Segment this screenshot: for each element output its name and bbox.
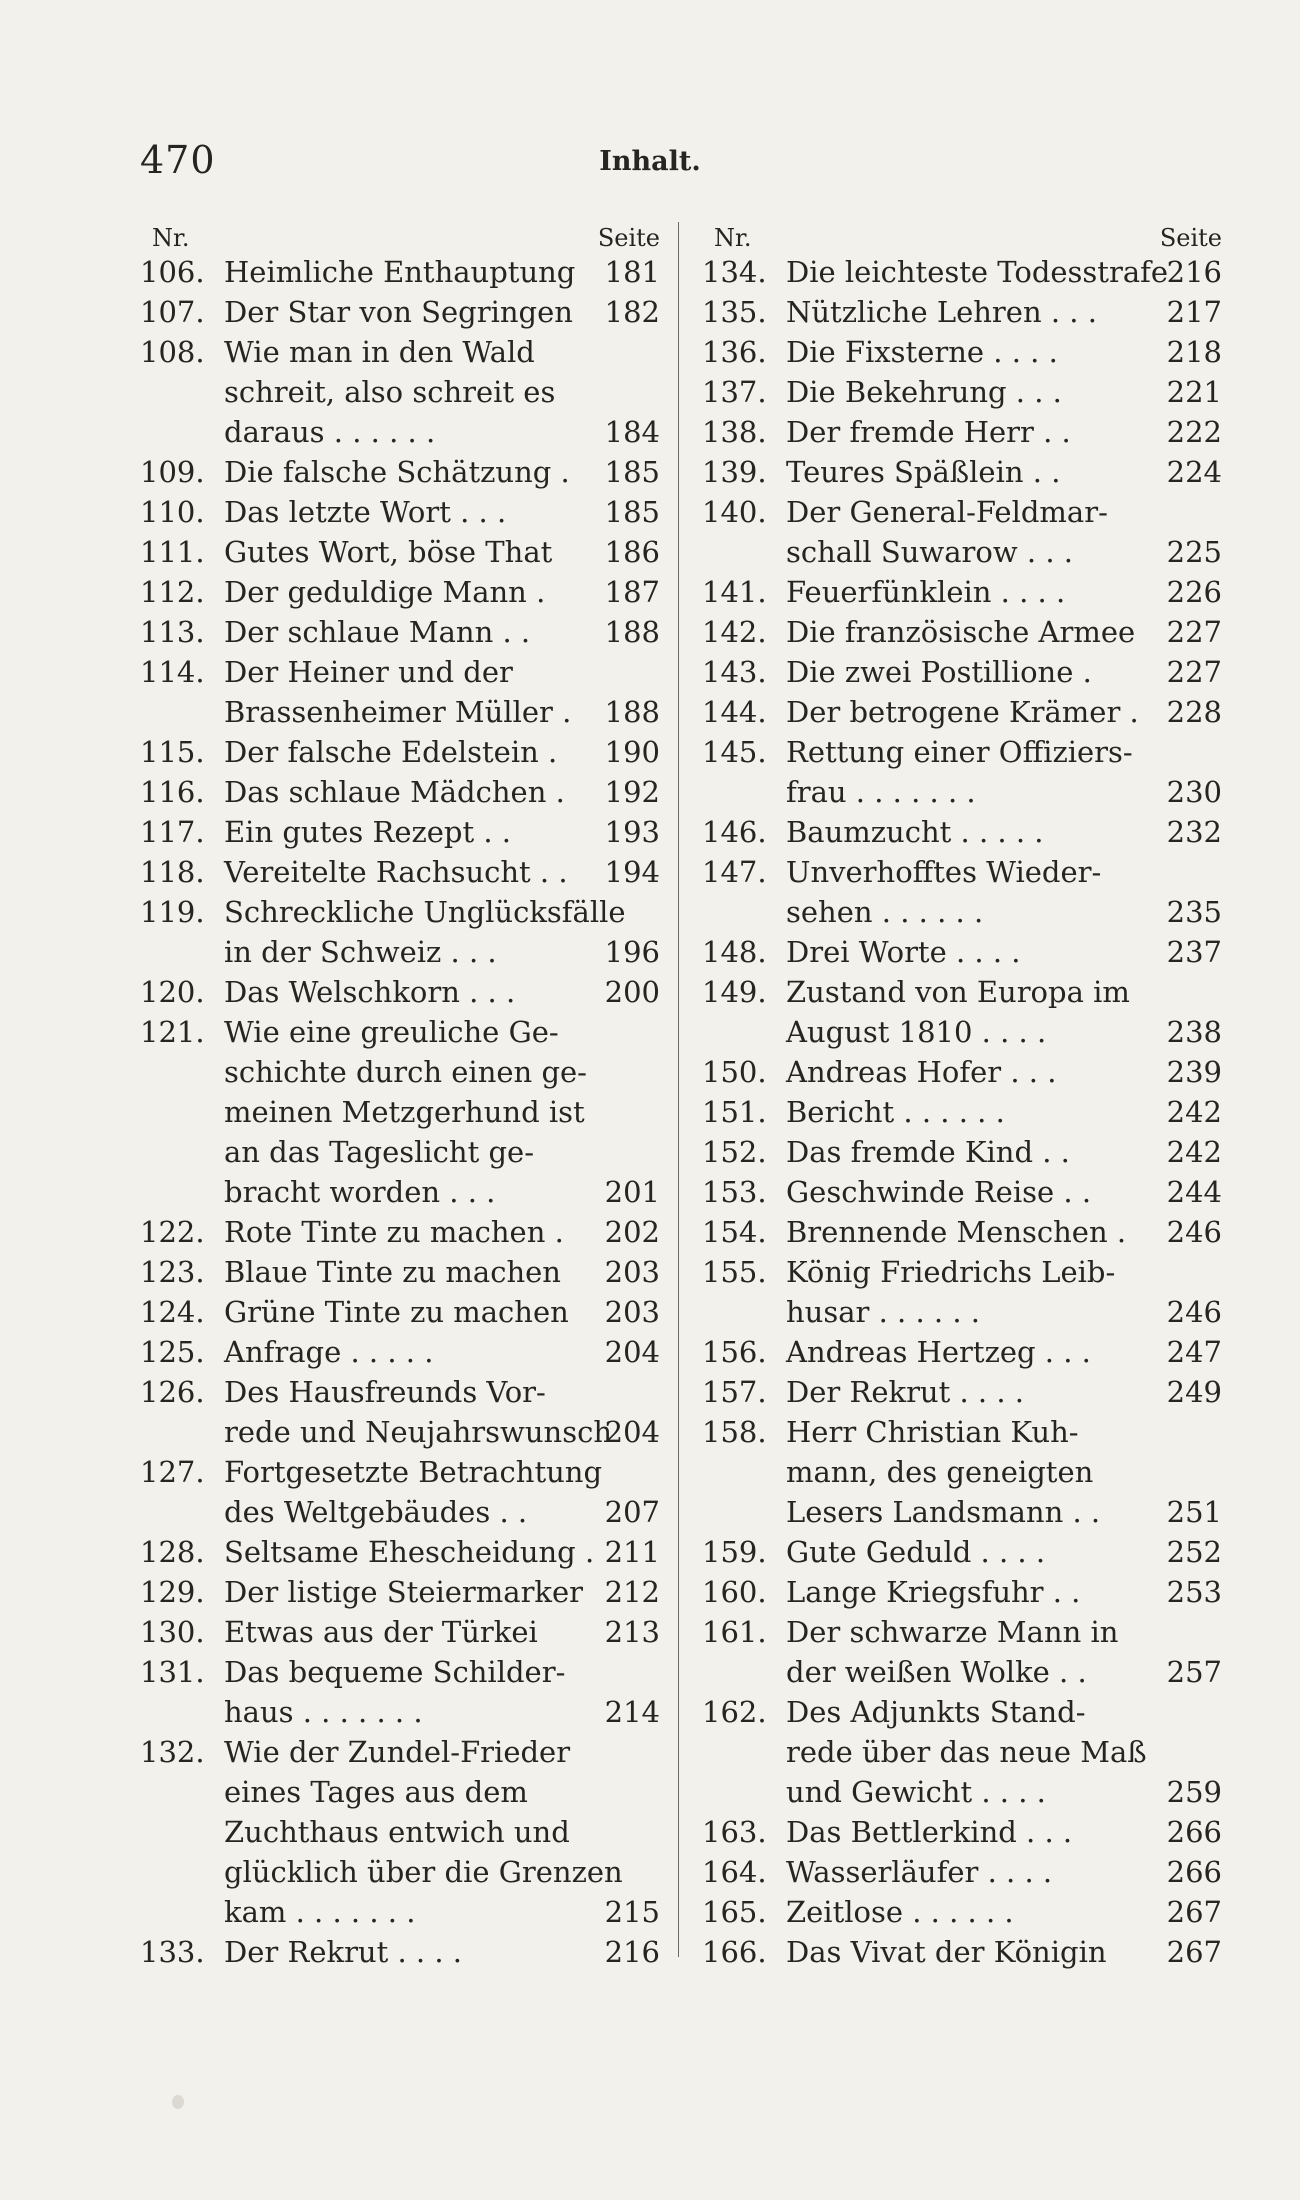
entry-title-line: Anfrage . . . . . <box>224 1335 434 1369</box>
nr-label: Nr. <box>152 224 190 252</box>
entry-number: 154. <box>702 1215 767 1249</box>
toc-entry <box>702 852 1222 932</box>
entry-page-number: 246 <box>1166 1295 1222 1329</box>
entry-title-line: Lesers Landsmann . . <box>786 1495 1101 1529</box>
entry-page-number: 185 <box>604 455 660 489</box>
entry-page-number: 232 <box>1166 815 1222 849</box>
toc-entry <box>702 1052 1222 1092</box>
entry-title-line: Drei Worte . . . . <box>786 935 1021 969</box>
entry-title-line: König Friedrichs Leib- <box>786 1255 1116 1289</box>
entry-title-line: Vereitelte Rachsucht . . <box>224 855 568 889</box>
toc-entry <box>702 332 1222 372</box>
toc-entry <box>702 812 1222 852</box>
entry-title-line: Etwas aus der Türkei <box>224 1615 538 1649</box>
entry-title-line: Der geduldige Mann . <box>224 575 546 609</box>
toc-entry <box>140 532 660 572</box>
entry-title-line: meinen Metzgerhund ist <box>224 1095 585 1129</box>
entry-page-number: 235 <box>1166 895 1222 929</box>
entry-number: 143. <box>702 655 767 689</box>
entry-number: 133. <box>140 1935 205 1969</box>
entry-title-line: Zuchthaus entwich und <box>224 1815 570 1849</box>
entry-page-number: 181 <box>604 255 660 289</box>
entry-number: 165. <box>702 1895 767 1929</box>
toc-entry <box>702 692 1222 732</box>
entry-number: 113. <box>140 615 205 649</box>
entry-page-number: 267 <box>1166 1935 1222 1969</box>
entry-title-line: Ein gutes Rezept . . <box>224 815 512 849</box>
toc-entry <box>702 1212 1222 1252</box>
entry-page-number: 203 <box>604 1255 660 1289</box>
entry-page-number: 242 <box>1166 1135 1222 1169</box>
entry-title-line: mann, des geneigten <box>786 1455 1094 1489</box>
entry-number: 151. <box>702 1095 767 1129</box>
entry-page-number: 212 <box>604 1575 660 1609</box>
entry-page-number: 196 <box>604 935 660 969</box>
entry-page-number: 213 <box>604 1615 660 1649</box>
entry-number: 107. <box>140 295 205 329</box>
entry-number: 121. <box>140 1015 205 1049</box>
entry-page-number: 193 <box>604 815 660 849</box>
entry-number: 153. <box>702 1175 767 1209</box>
entry-title-line: Brennende Menschen . <box>786 1215 1127 1249</box>
entry-page-number: 252 <box>1166 1535 1222 1569</box>
entry-page-number: 184 <box>604 415 660 449</box>
entry-page-number: 222 <box>1166 415 1222 449</box>
toc-entry <box>702 1892 1222 1932</box>
entry-title-line: Wie eine greuliche Ge- <box>224 1015 559 1049</box>
toc-entry <box>702 1332 1222 1372</box>
entry-title-line: Der Rekrut . . . . <box>224 1935 463 1969</box>
toc-entry <box>140 852 660 892</box>
entry-number: 109. <box>140 455 205 489</box>
entry-number: 157. <box>702 1375 767 1409</box>
entry-number: 131. <box>140 1655 205 1689</box>
entry-number: 139. <box>702 455 767 489</box>
entry-title-line: Der General-Feldmar- <box>786 495 1108 529</box>
entry-page-number: 182 <box>604 295 660 329</box>
entry-page-number: 217 <box>1166 295 1222 329</box>
entry-title-line: Rettung einer Offiziers- <box>786 735 1133 769</box>
entry-number: 152. <box>702 1135 767 1169</box>
entry-page-number: 201 <box>604 1175 660 1209</box>
toc-entry <box>140 972 660 1012</box>
entry-number: 146. <box>702 815 767 849</box>
toc-entry <box>140 252 660 292</box>
entry-title-line: schichte durch einen ge- <box>224 1055 587 1089</box>
entry-page-number: 266 <box>1166 1815 1222 1849</box>
entry-number: 161. <box>702 1615 767 1649</box>
toc-entry <box>140 1012 660 1212</box>
entry-title-line: Geschwinde Reise . . <box>786 1175 1092 1209</box>
entry-title-line: Zustand von Europa im <box>786 975 1130 1009</box>
entry-title-line: daraus . . . . . . <box>224 415 436 449</box>
entry-number: 148. <box>702 935 767 969</box>
entry-title-line: Nützliche Lehren . . . <box>786 295 1097 329</box>
entry-number: 110. <box>140 495 205 529</box>
entry-title-line: Des Hausfreunds Vor- <box>224 1375 546 1409</box>
entry-title-line: Der Rekrut . . . . <box>786 1375 1025 1409</box>
entry-title-line: Die Fixsterne . . . . <box>786 335 1058 369</box>
entry-title-line: Lange Kriegsfuhr . . <box>786 1575 1081 1609</box>
entry-number: 119. <box>140 895 205 929</box>
entry-page-number: 194 <box>604 855 660 889</box>
entry-title-line: Wie man in den Wald <box>224 335 535 369</box>
entry-number: 135. <box>702 295 767 329</box>
toc-entry <box>140 1572 660 1612</box>
toc-entry <box>702 1612 1222 1692</box>
entry-title-line: Das letzte Wort . . . <box>224 495 507 529</box>
entry-number: 141. <box>702 575 767 609</box>
entry-page-number: 218 <box>1166 335 1222 369</box>
entry-number: 117. <box>140 815 205 849</box>
toc-entry <box>702 732 1222 812</box>
toc-entry <box>702 1252 1222 1332</box>
toc-column-right <box>702 218 1222 1972</box>
entry-number: 140. <box>702 495 767 529</box>
entry-page-number: 225 <box>1166 535 1222 569</box>
entry-page-number: 227 <box>1166 615 1222 649</box>
entry-page-number: 259 <box>1166 1775 1222 1809</box>
entry-page-number: 188 <box>604 695 660 729</box>
entry-page-number: 187 <box>604 575 660 609</box>
entry-title-line: schreit, also schreit es <box>224 375 556 409</box>
entry-number: 150. <box>702 1055 767 1089</box>
entry-page-number: 185 <box>604 495 660 529</box>
toc-entry <box>702 1172 1222 1212</box>
entry-number: 137. <box>702 375 767 409</box>
toc-entry <box>702 1412 1222 1532</box>
entry-title-line: bracht worden . . . <box>224 1175 496 1209</box>
toc-entry <box>140 1932 660 1972</box>
entry-title-line: Des Adjunkts Stand- <box>786 1695 1086 1729</box>
entry-page-number: 237 <box>1166 935 1222 969</box>
entry-page-number: 202 <box>604 1215 660 1249</box>
entry-title-line: Andreas Hertzeg . . . <box>786 1335 1091 1369</box>
seite-label: Seite <box>1159 224 1222 252</box>
entry-title-line: Die leichteste Todesstrafe <box>786 255 1169 289</box>
entry-title-line: Die zwei Postillione . <box>786 655 1092 689</box>
entry-title-line: Baumzucht . . . . . <box>786 815 1044 849</box>
page-number: 470 <box>140 138 216 182</box>
entry-title-line: des Weltgebäudes . . <box>224 1495 528 1529</box>
entry-number: 132. <box>140 1735 205 1769</box>
toc-entry <box>140 452 660 492</box>
toc-entry <box>702 292 1222 332</box>
toc-entry <box>702 1372 1222 1412</box>
entry-title-line: Die Bekehrung . . . <box>786 375 1062 409</box>
entry-page-number: 216 <box>604 1935 660 1969</box>
entry-page-number: 244 <box>1166 1175 1222 1209</box>
toc-entry <box>702 1692 1222 1812</box>
toc-entry <box>702 372 1222 412</box>
entry-title-line: Das Welschkorn . . . <box>224 975 516 1009</box>
toc-entry <box>140 1612 660 1652</box>
toc-entry <box>702 252 1222 292</box>
entry-title-line: glücklich über die Grenzen <box>224 1855 623 1889</box>
toc-entry <box>140 492 660 532</box>
toc-entry <box>140 652 660 732</box>
toc-entry <box>140 1652 660 1732</box>
entry-page-number: 203 <box>604 1295 660 1329</box>
entry-title-line: Das Bettlerkind . . . <box>786 1815 1073 1849</box>
entry-number: 130. <box>140 1615 205 1649</box>
entry-title-line: Unverhofftes Wieder- <box>786 855 1102 889</box>
column-header <box>140 218 660 252</box>
entry-title-line: haus . . . . . . . <box>224 1695 423 1729</box>
entry-title-line: rede und Neujahrswunsch <box>224 1415 613 1449</box>
entry-title-line: Wie der Zundel-Frieder <box>224 1735 571 1769</box>
entry-number: 164. <box>702 1855 767 1889</box>
entry-number: 136. <box>702 335 767 369</box>
running-head: Inhalt. <box>599 146 701 177</box>
entry-title-line: Der listige Steiermarker <box>224 1575 584 1609</box>
entry-number: 115. <box>140 735 205 769</box>
entry-page-number: 257 <box>1166 1655 1222 1689</box>
entry-number: 156. <box>702 1335 767 1369</box>
entry-title-line: Brassenheimer Müller . <box>224 695 572 729</box>
entry-number: 142. <box>702 615 767 649</box>
toc-entry <box>702 1092 1222 1132</box>
toc-entry <box>702 1852 1222 1892</box>
toc-entry <box>140 1372 660 1452</box>
entry-number: 120. <box>140 975 205 1009</box>
entry-page-number: 227 <box>1166 655 1222 689</box>
entry-number: 116. <box>140 775 205 809</box>
entry-title-line: Das schlaue Mädchen . <box>224 775 565 809</box>
toc-entry <box>702 972 1222 1052</box>
entry-number: 125. <box>140 1335 205 1369</box>
entry-title-line: an das Tageslicht ge- <box>224 1135 534 1169</box>
entry-title-line: Der falsche Edelstein . <box>224 735 558 769</box>
entry-title-line: schall Suwarow . . . <box>786 535 1073 569</box>
nr-label: Nr. <box>714 224 752 252</box>
entry-page-number: 239 <box>1166 1055 1222 1089</box>
entry-page-number: 221 <box>1166 375 1222 409</box>
entry-title-line: Das bequeme Schilder- <box>224 1655 566 1689</box>
toc-entry <box>140 1452 660 1532</box>
entry-page-number: 204 <box>604 1335 660 1369</box>
entry-number: 162. <box>702 1695 767 1729</box>
entry-title-line: husar . . . . . . <box>786 1295 981 1329</box>
toc-column-left <box>140 218 660 1972</box>
entry-title-line: Rote Tinte zu machen . <box>224 1215 564 1249</box>
toc-entry <box>140 1332 660 1372</box>
entry-page-number: 215 <box>604 1895 660 1929</box>
entry-number: 134. <box>702 255 767 289</box>
entry-page-number: 204 <box>604 1415 660 1449</box>
toc-entry <box>702 1572 1222 1612</box>
entry-title-line: rede über das neue Maß <box>786 1735 1147 1769</box>
entry-page-number: 224 <box>1166 455 1222 489</box>
entry-page-number: 238 <box>1166 1015 1222 1049</box>
entry-page-number: 242 <box>1166 1095 1222 1129</box>
entry-page-number: 190 <box>604 735 660 769</box>
entry-title-line: Teures Späßlein . . <box>786 455 1061 489</box>
toc-entry <box>140 1252 660 1292</box>
entry-number: 124. <box>140 1295 205 1329</box>
toc-entry <box>702 492 1222 572</box>
entry-number: 111. <box>140 535 205 569</box>
entry-title-line: Herr Christian Kuh- <box>786 1415 1079 1449</box>
entry-number: 155. <box>702 1255 767 1289</box>
seite-label: Seite <box>597 224 660 252</box>
entry-page-number: 247 <box>1166 1335 1222 1369</box>
entry-page-number: 251 <box>1166 1495 1222 1529</box>
entry-page-number: 186 <box>604 535 660 569</box>
entry-title-line: Der fremde Herr . . <box>786 415 1071 449</box>
entry-number: 159. <box>702 1535 767 1569</box>
toc-entry <box>140 812 660 852</box>
entry-title-line: kam . . . . . . . <box>224 1895 416 1929</box>
entry-number: 163. <box>702 1815 767 1849</box>
toc-entry <box>140 732 660 772</box>
entry-title-line: August 1810 . . . . <box>786 1015 1047 1049</box>
toc-entry <box>702 612 1222 652</box>
entry-number: 114. <box>140 655 205 689</box>
entry-page-number: 226 <box>1166 575 1222 609</box>
entry-number: 122. <box>140 1215 205 1249</box>
toc-entry <box>140 892 660 972</box>
toc-entry <box>140 332 660 452</box>
entry-title-line: Seltsame Ehescheidung . <box>224 1535 595 1569</box>
toc-entry <box>702 1132 1222 1172</box>
entry-number: 118. <box>140 855 205 889</box>
entry-title-line: eines Tages aus dem <box>224 1775 528 1809</box>
entry-title-line: und Gewicht . . . . <box>786 1775 1046 1809</box>
entry-title-line: Der schlaue Mann . . <box>224 615 531 649</box>
entry-page-number: 192 <box>604 775 660 809</box>
entry-page-number: 207 <box>604 1495 660 1529</box>
toc-entry <box>702 412 1222 452</box>
toc-entry <box>702 1812 1222 1852</box>
entry-title-line: Zeitlose . . . . . . <box>786 1895 1014 1929</box>
column-header <box>702 218 1222 252</box>
entry-number: 127. <box>140 1455 205 1489</box>
entry-title-line: Die französische Armee <box>786 615 1136 649</box>
entry-number: 108. <box>140 335 205 369</box>
entry-title-line: Wasserläufer . . . . <box>786 1855 1053 1889</box>
entry-title-line: Fortgesetzte Betrachtung <box>224 1455 603 1489</box>
entry-number: 123. <box>140 1255 205 1289</box>
entry-title-line: Blaue Tinte zu machen <box>224 1255 561 1289</box>
toc-entry <box>702 1532 1222 1572</box>
entry-number: 138. <box>702 415 767 449</box>
entry-number: 158. <box>702 1415 767 1449</box>
entry-page-number: 200 <box>604 975 660 1009</box>
entry-title-line: Die falsche Schätzung . <box>224 455 570 489</box>
entry-page-number: 211 <box>604 1535 660 1569</box>
entry-number: 144. <box>702 695 767 729</box>
entry-page-number: 253 <box>1166 1575 1222 1609</box>
entry-title-line: Gute Geduld . . . . <box>786 1535 1046 1569</box>
entry-page-number: 246 <box>1166 1215 1222 1249</box>
entry-number: 126. <box>140 1375 205 1409</box>
entry-title-line: Gutes Wort, böse That <box>224 535 553 569</box>
entry-number: 145. <box>702 735 767 769</box>
ink-spot <box>172 2095 184 2109</box>
entry-title-line: Schreckliche Unglücksfälle <box>224 895 626 929</box>
entry-title-line: Heimliche Enthauptung <box>224 255 576 289</box>
entry-title-line: Der Heiner und der <box>224 655 513 689</box>
entry-title-line: Der schwarze Mann in <box>786 1615 1119 1649</box>
entry-number: 149. <box>702 975 767 1009</box>
entry-title-line: Der Star von Segringen <box>224 295 573 329</box>
entry-number: 106. <box>140 255 205 289</box>
entry-number: 128. <box>140 1535 205 1569</box>
toc-entry <box>140 572 660 612</box>
toc-entry <box>140 1212 660 1252</box>
entry-page-number: 267 <box>1166 1895 1222 1929</box>
toc-entry <box>702 1932 1222 1972</box>
entry-page-number: 188 <box>604 615 660 649</box>
toc-entry <box>702 652 1222 692</box>
toc-entry <box>140 1532 660 1572</box>
entry-title-line: frau . . . . . . . <box>786 775 976 809</box>
entry-title-line: Feuerfünklein . . . . <box>786 575 1066 609</box>
entry-title-line: Andreas Hofer . . . <box>786 1055 1057 1089</box>
entry-page-number: 214 <box>604 1695 660 1729</box>
entry-title-line: der weißen Wolke . . <box>786 1655 1087 1689</box>
toc-entry <box>140 1732 660 1932</box>
entry-page-number: 230 <box>1166 775 1222 809</box>
entry-number: 166. <box>702 1935 767 1969</box>
entry-title-line: Das fremde Kind . . <box>786 1135 1070 1169</box>
entry-title-line: in der Schweiz . . . <box>224 935 497 969</box>
entry-page-number: 249 <box>1166 1375 1222 1409</box>
entry-title-line: Der betrogene Krämer . <box>786 695 1139 729</box>
toc-entry <box>140 772 660 812</box>
entry-page-number: 228 <box>1166 695 1222 729</box>
entry-title-line: Das Vivat der Königin <box>786 1935 1107 1969</box>
entry-number: 147. <box>702 855 767 889</box>
column-divider <box>678 222 679 1957</box>
entry-number: 129. <box>140 1575 205 1609</box>
toc-entry <box>140 292 660 332</box>
toc-entry <box>702 572 1222 612</box>
toc-entry <box>140 1292 660 1332</box>
toc-entry <box>702 932 1222 972</box>
toc-entry <box>702 452 1222 492</box>
entry-title-line: Bericht . . . . . . <box>786 1095 1005 1129</box>
entry-number: 160. <box>702 1575 767 1609</box>
entry-title-line: sehen . . . . . . <box>786 895 984 929</box>
entry-title-line: Grüne Tinte zu machen <box>224 1295 569 1329</box>
entry-number: 112. <box>140 575 205 609</box>
toc-entry <box>140 612 660 652</box>
entry-page-number: 216 <box>1166 255 1222 289</box>
entry-page-number: 266 <box>1166 1855 1222 1889</box>
